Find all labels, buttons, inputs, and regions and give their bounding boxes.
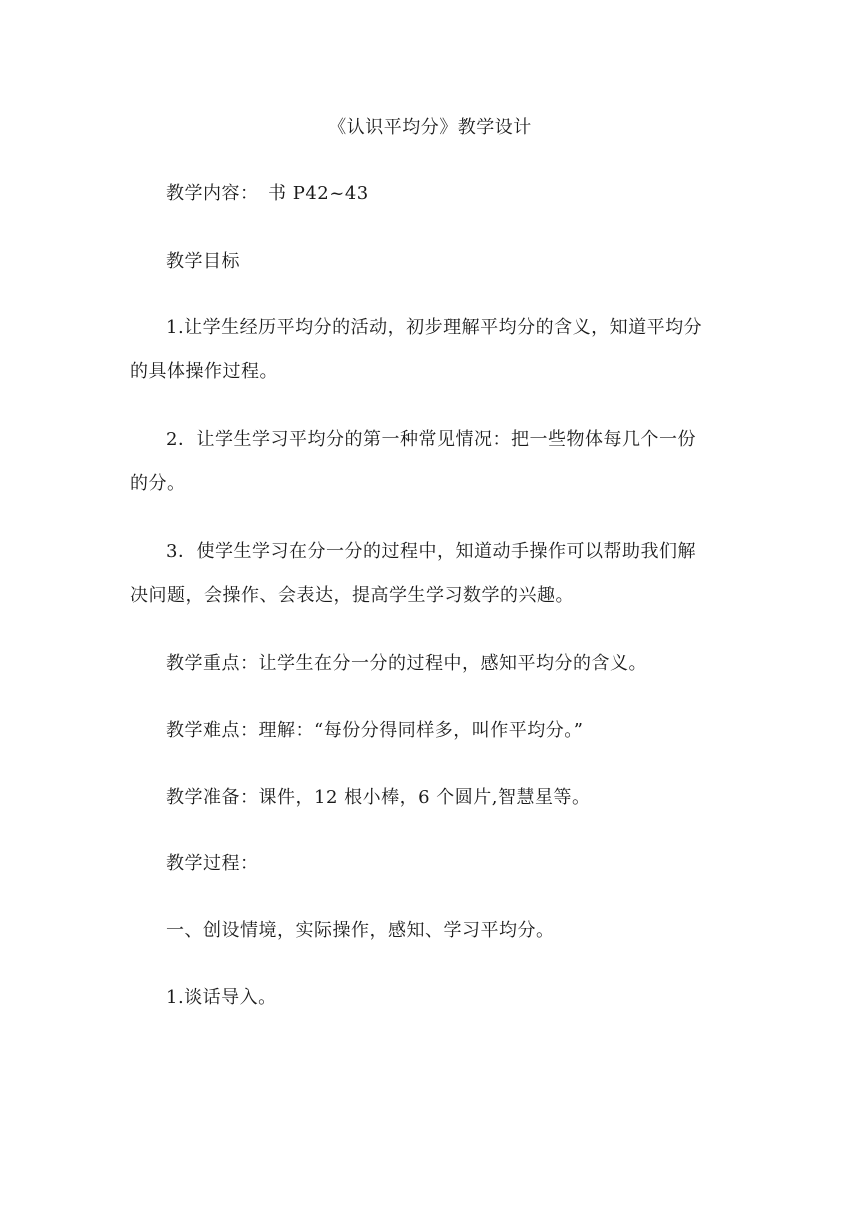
key-point: 教学重点：让学生在分一分的过程中，感知平均分的含义。 <box>166 653 647 674</box>
objective-2-line-2: 的分。 <box>130 473 186 494</box>
preparation: 教学准备：课件，12 根小棒，6 个圆片,智慧星等。 <box>166 787 591 808</box>
difficulty: 教学难点：理解：“每份分得同样多，叫作平均分。” <box>166 720 584 741</box>
objective-1-line-1: 1.让学生经历平均分的活动，初步理解平均分的含义，知道平均分 <box>166 317 703 338</box>
objective-1-line-2: 的具体操作过程。 <box>130 361 278 382</box>
teaching-content: 教学内容： 书 P42~43 <box>166 183 369 204</box>
section-1-heading: 一、创设情境，实际操作，感知、学习平均分。 <box>166 920 555 941</box>
step-1: 1.谈话导入。 <box>166 987 277 1008</box>
objective-3-line-1: 3．使学生学习在分一分的过程中，知道动手操作可以帮助我们解 <box>166 541 696 562</box>
objective-3-line-2: 决问题，会操作、会表达，提高学生学习数学的兴趣。 <box>130 585 574 606</box>
document-title: 《认识平均分》教学设计 <box>328 117 532 138</box>
objective-2-line-1: 2．让学生学习平均分的第一种常见情况：把一些物体每几个一份 <box>166 429 696 450</box>
process-heading: 教学过程： <box>166 853 259 874</box>
objectives-heading: 教学目标 <box>166 251 240 272</box>
